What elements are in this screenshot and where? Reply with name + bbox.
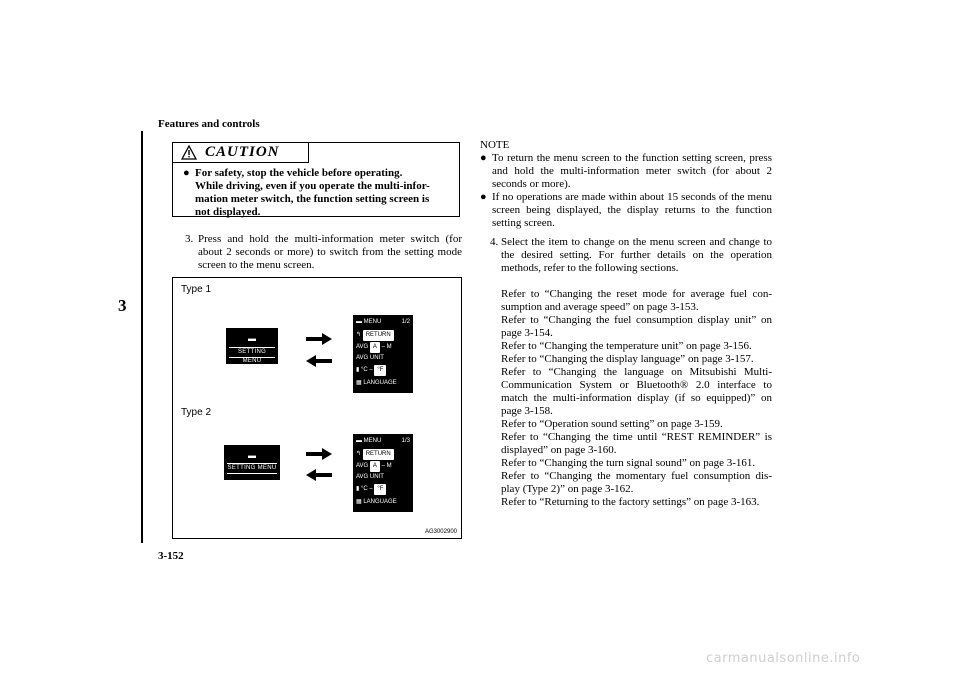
watermark[interactable]: carmanualsonline.info <box>706 651 861 666</box>
menu-language-row: ▦ LANGUAGE <box>356 380 397 386</box>
setting-menu-label: SETTING MENU <box>229 347 275 358</box>
step-text: Press and hold the multi-information meter switch (for about 2 seconds or more) to switch from the setting mode screen to the menu screen. <box>198 233 462 271</box>
section-header: Features and controls <box>158 118 260 130</box>
menu-avg-unit-row: AVG UNIT <box>356 474 384 480</box>
reference-item: Refer to “Changing the reset mode for average fuel con-sumption and average speed” on page 3-153. <box>501 288 772 313</box>
reference-item: Refer to “Changing the turn signal sound” on page 3-161. <box>501 457 756 469</box>
reference-item: Refer to “Changing the time until “REST REMINDER” is displayed” on page 3-160. <box>501 431 772 456</box>
chapter-number: 3 <box>118 296 127 315</box>
caution-line: not displayed. <box>195 206 261 218</box>
caution-line: For safety, stop the vehicle before operating. <box>195 167 403 179</box>
figure-code: AG3002900 <box>424 529 457 535</box>
step-number: 4. <box>490 236 499 248</box>
menu-screen-figure <box>172 277 462 539</box>
language-option: LANGUAGE <box>363 499 397 505</box>
page-number: 3-152 <box>158 550 184 562</box>
note-title: NOTE <box>480 139 510 151</box>
left-arrow-icon <box>306 469 332 481</box>
right-arrow-icon <box>306 333 332 345</box>
caution-bullet-row <box>183 167 455 219</box>
menu-temp-row <box>356 484 410 495</box>
reference-item: Refer to “Returning to the factory settings” on page 3-163. <box>501 496 760 508</box>
menu-avg-row <box>356 342 410 353</box>
thermometer-icon: ▮ <box>356 486 360 492</box>
note-item-text: To return the menu screen to the function setting screen, press and hold the multi-information meter switch (for about 2 seconds or more). <box>492 152 772 190</box>
menu-avg-row <box>356 461 410 472</box>
note-item <box>480 191 772 230</box>
toolbox-icon: ▬ <box>248 334 256 343</box>
menu-page: 1/3 <box>401 438 410 444</box>
caution-title: CAUTION <box>205 144 280 160</box>
return-option: RETURN <box>363 449 394 460</box>
bullet-icon: ● <box>480 152 487 164</box>
step-3 <box>186 233 462 272</box>
reference-item: Refer to “Changing the momentary fuel consumption dis-play (Type 2)” on page 3-162. <box>501 470 772 495</box>
chapter-sidebar-bar <box>141 131 143 543</box>
note-item-text: If no operations are made within about 15 seconds of the menu screen being displayed, the display returns to the function setting screen. <box>492 191 772 229</box>
avg-m-option: M <box>386 344 392 350</box>
menu-temp-row <box>356 365 410 376</box>
note-item <box>480 152 772 191</box>
menu-title: MENU <box>363 319 382 325</box>
type2-label: Type 2 <box>181 407 212 418</box>
step-number: 3. <box>185 233 194 245</box>
caution-line: mation meter switch, the function setting screen is <box>195 193 430 205</box>
menu-language-row: ▦ LANGUAGE <box>356 499 397 505</box>
deg-f-option: °F <box>374 484 386 495</box>
menu-title-row: ▬ MENU 1/3 <box>356 436 410 447</box>
avg-label: AVG <box>356 463 369 469</box>
step-text: Select the item to change on the menu screen and change to the desired setting. For further details on the operation methods, refer to the following sections. <box>501 236 772 274</box>
menu-avg-unit-row: AVG UNIT <box>356 355 384 361</box>
temp-dash: – <box>369 367 373 373</box>
reference-item: Refer to “Changing the temperature unit” on page 3-156. <box>501 340 752 352</box>
caution-line: While driving, even if you operate the multi-infor- <box>195 180 430 192</box>
thermometer-icon: ▮ <box>356 367 360 373</box>
bullet-icon: ● <box>480 191 487 203</box>
menu-screen-type2 <box>353 434 413 512</box>
menu-return-row: ↰ RETURN <box>356 330 410 341</box>
avg-a-option: A <box>370 342 380 353</box>
right-column <box>480 139 772 509</box>
reference-item: Refer to “Changing the fuel consumption display unit” on page 3-154. <box>501 314 772 339</box>
reference-item: Refer to “Operation sound setting” on page 3-159. <box>501 418 723 430</box>
deg-c-option: °C <box>360 486 368 492</box>
deg-c-option: °C <box>360 367 368 373</box>
language-option: LANGUAGE <box>363 380 397 386</box>
right-arrow-icon <box>306 448 332 460</box>
bullet-icon: ● <box>183 167 190 179</box>
left-arrow-icon <box>306 355 332 367</box>
reference-item: Refer to “Changing the language on Mitsubishi Multi-Communication System or Bluetooth® 2.0 interface to match the multi-information display (if so equipped)” on page 3-158. <box>501 366 772 417</box>
menu-screen-type1 <box>353 315 413 393</box>
menu-page: 1/2 <box>401 319 410 325</box>
menu-title: MENU <box>363 438 382 444</box>
deg-f-option: °F <box>374 365 386 376</box>
toolbox-icon: ▬ <box>248 451 256 460</box>
avg-a-option: A <box>370 461 380 472</box>
setting-menu-screen-type1 <box>226 328 278 364</box>
temp-dash: – <box>369 486 373 492</box>
menu-title-row: ▬ MENU 1/2 <box>356 317 410 328</box>
reference-item: Refer to “Changing the display language” on page 3-157. <box>501 353 754 365</box>
setting-menu-label: SETTING MENU <box>227 463 277 474</box>
step-4 <box>480 236 772 275</box>
caution-box <box>172 142 460 217</box>
avg-dash: – <box>381 463 385 469</box>
reference-list <box>480 288 772 509</box>
return-option: RETURN <box>363 330 394 341</box>
caution-text <box>183 167 455 219</box>
setting-menu-screen-type2 <box>224 445 280 480</box>
caution-title-band <box>173 143 309 163</box>
warning-triangle-icon <box>181 145 197 160</box>
avg-label: AVG <box>356 344 369 350</box>
type1-label: Type 1 <box>181 284 212 295</box>
menu-return-row: ↰ RETURN <box>356 449 410 460</box>
avg-dash: – <box>381 344 385 350</box>
avg-m-option: M <box>386 463 392 469</box>
